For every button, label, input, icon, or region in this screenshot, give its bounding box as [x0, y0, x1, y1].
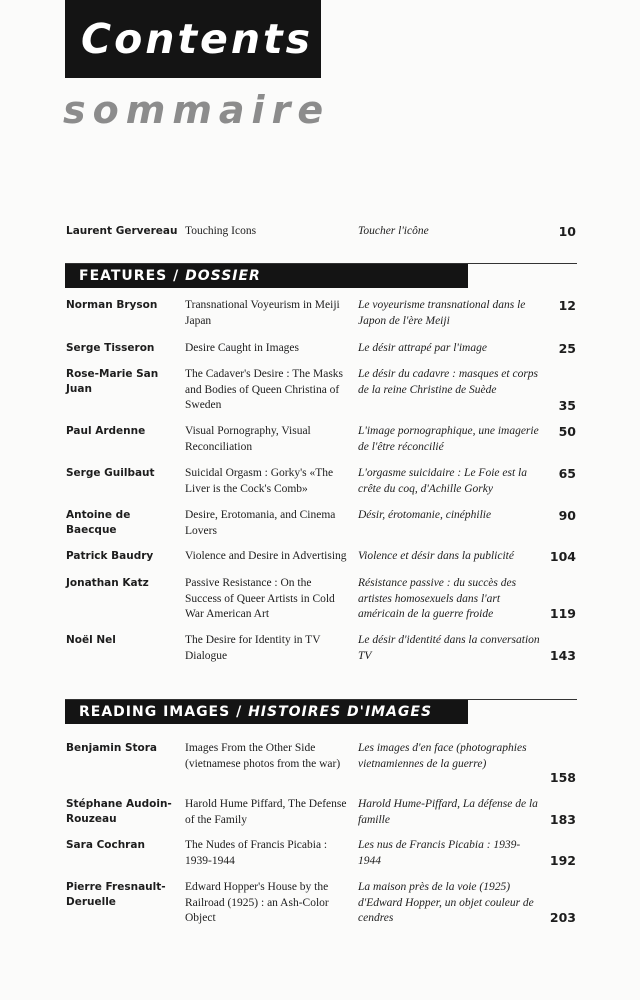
entry-author: Sara Cochran [66, 839, 145, 851]
entry-author: Antoine de Baecque [66, 509, 131, 536]
entry-page: 119 [549, 606, 576, 621]
entry-title-en: Images From the Other Side (vietnamese photos from the war) [185, 742, 341, 770]
entry-title-fr: Violence et désir dans la publicité [358, 550, 514, 562]
entry-author: Noël Nel [66, 634, 116, 646]
entry-page: 183 [549, 812, 576, 827]
entry-title-fr: Les nus de Francis Picabia : 1939-1944 [358, 839, 521, 867]
entry-author: Serge Tisseron [66, 342, 155, 354]
entry-author: Pierre Fresnault-Deruelle [66, 881, 166, 908]
entry-author: Paul Ardenne [66, 425, 146, 437]
section-header-reading-images: READING IMAGES / HISTOIRES D'IMAGES [65, 700, 468, 724]
entry-title-en: The Cadaver's Desire : The Masks and Bodies of Queen Christina of Sweden [185, 368, 344, 411]
entry-title-fr: L'orgasme suicidaire : Le Foie est la crête du coq, d'Achille Gorky [358, 467, 527, 495]
entry-page: 158 [549, 770, 576, 785]
entry-title-en: Transnational Voyeurism in Meiji Japan [185, 299, 340, 327]
entry-title-fr: L'image pornographique, une imagerie de l'être réconcilié [358, 425, 539, 453]
entry-title-fr: Désir, érotomanie, cinéphilie [358, 509, 492, 521]
entry-title-en: The Nudes of Francis Picabia : 1939-1944 [185, 839, 328, 867]
entry-title-en: Touching Icons [185, 225, 257, 237]
entry-title-fr: Le désir d'identité dans la conversation TV [358, 634, 540, 662]
entry-title-en: Visual Pornography, Visual Reconciliation [185, 425, 311, 453]
entry-page: 104 [549, 549, 576, 564]
entry-title-en: Desire, Erotomania, and Cinema Lovers [185, 509, 336, 537]
entry-author: Norman Bryson [66, 299, 158, 311]
entry-title-fr: Harold Hume-Piffard, La défense de la famille [358, 798, 538, 826]
entry-title-fr: Les images d'en face (photographies vietnamiennes de la guerre) [358, 742, 527, 770]
entry-author: Serge Guilbaut [66, 467, 155, 479]
entry-author: Jonathan Katz [66, 577, 149, 589]
entry-title-fr: Le désir attrapé par l'image [358, 342, 487, 354]
entry-author: Patrick Baudry [66, 550, 154, 562]
entry-page: 12 [558, 298, 576, 313]
entry-author: Benjamin Stora [66, 742, 158, 754]
entry-page: 143 [549, 648, 576, 663]
entry-title-fr: Résistance passive : du succès des artistes homosexuels dans l'art américain de la guerre froide [358, 577, 517, 620]
entry-title-fr: Le désir du cadavre : masques et corps de la reine Christine de Suède [358, 368, 539, 396]
entry-page: 25 [558, 341, 576, 356]
entry-title-fr: La maison près de la voie (1925) d'Edward Hopper, un objet couleur de cendres [358, 881, 534, 924]
entry-title-en: Edward Hopper's House by the Railroad (1925) : an Ash-Color Object [185, 881, 329, 924]
entry-author: Stéphane Audoin-Rouzeau [66, 798, 172, 825]
entry-title-en: Passive Resistance : On the Success of Queer Artists in Cold War American Art [185, 577, 335, 620]
entry-page: 90 [558, 508, 576, 523]
entry-title-en: Suicidal Orgasm : Gorky's «The Liver is the Cock's Comb» [185, 467, 334, 495]
entry-page: 192 [549, 853, 576, 868]
entry-title-fr: Toucher l'icône [358, 225, 429, 237]
entry-title-en: Harold Hume Piffard, The Defense of the Family [185, 798, 347, 826]
entry-title-en: Violence and Desire in Advertising [185, 550, 347, 562]
entry-title-en: The Desire for Identity in TV Dialogue [185, 634, 321, 662]
entry-page: 50 [558, 424, 576, 439]
entry-title-fr: Le voyeurisme transnational dans le Japon de l'ère Meiji [358, 299, 526, 327]
section-header-features: FEATURES / DOSSIER [65, 264, 468, 288]
entry-title-en: Desire Caught in Images [185, 342, 300, 354]
page-subtitle: sommaire [63, 88, 331, 132]
entry-page: 35 [558, 398, 576, 413]
entry-page: 65 [558, 466, 576, 481]
entry-author: Rose-Marie San Juan [66, 368, 159, 395]
entry-author: Laurent Gervereau [66, 225, 178, 237]
page-title: Contents [65, 0, 321, 78]
entry-page: 10 [558, 224, 576, 239]
entry-page: 203 [549, 910, 576, 925]
